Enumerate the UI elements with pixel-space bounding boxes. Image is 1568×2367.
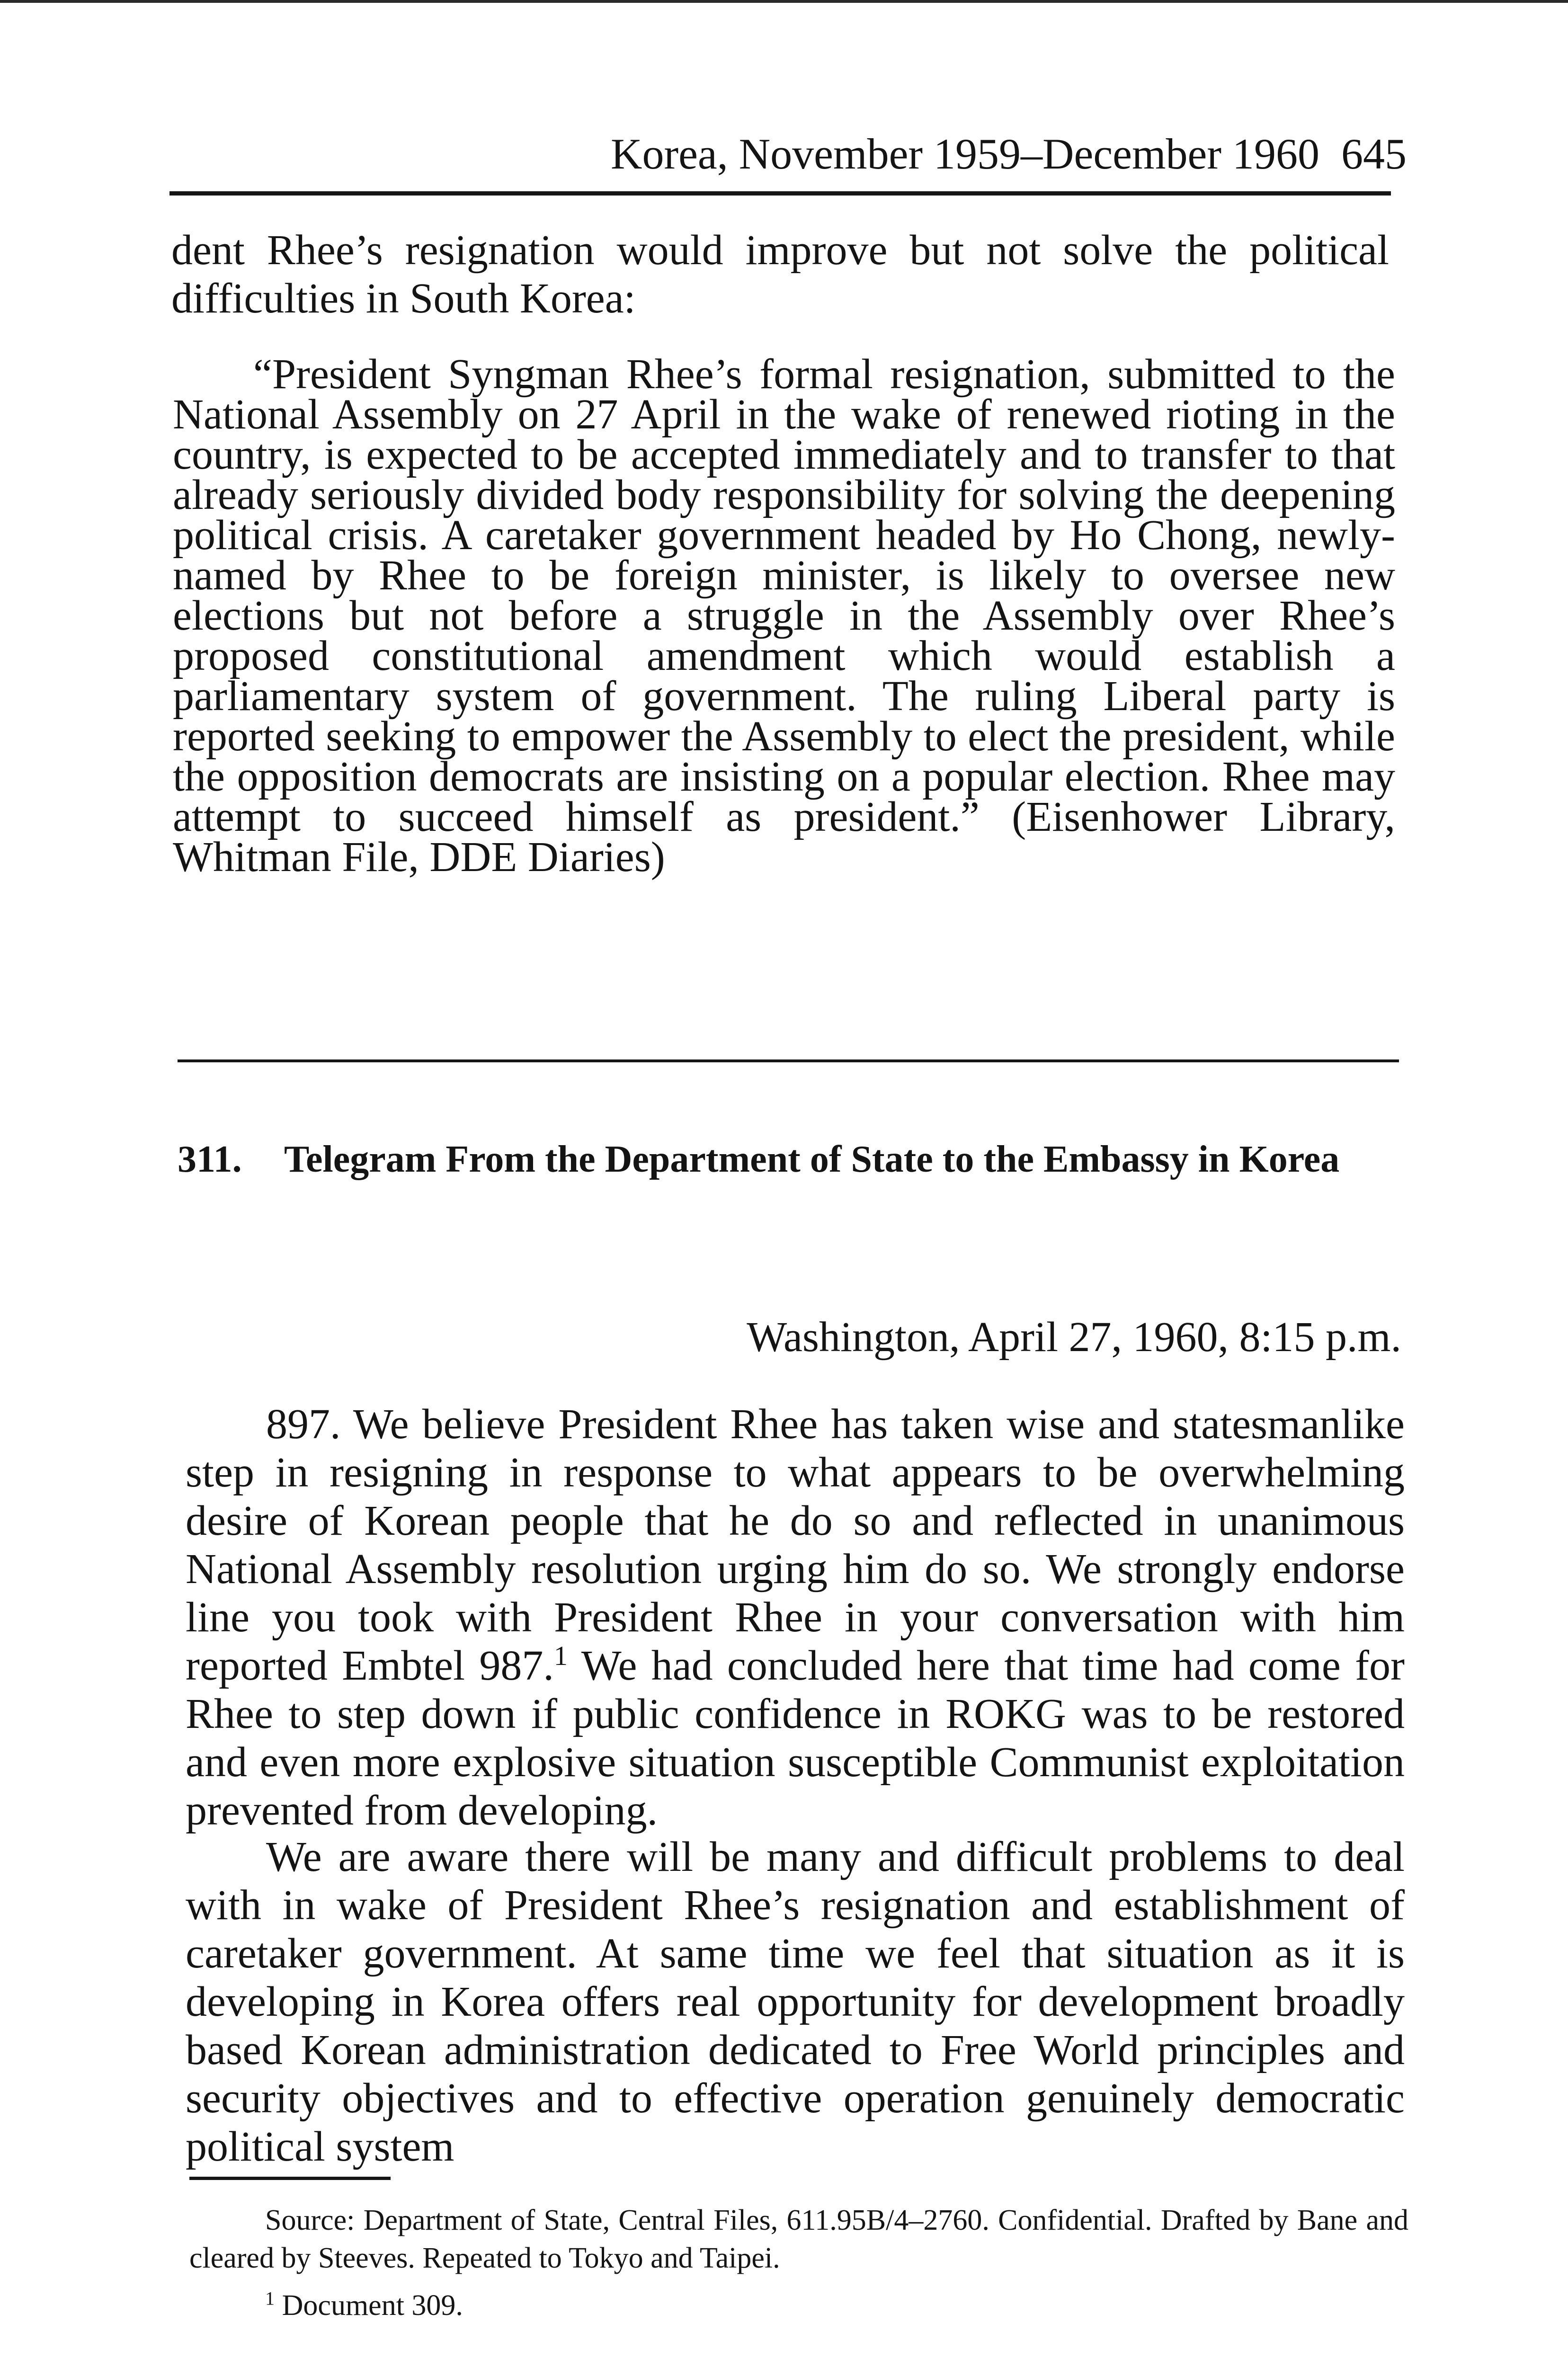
source-note: Source: Department of State, Central Files, 611.95B/4–2760. Confidential. Drafted by Bane and cleared by Steeves. Repeated to Tokyo and Taipei.	[189, 2204, 1408, 2274]
footnote-marker: 1	[265, 2287, 275, 2309]
continued-paragraph: dent Rhee’s resignation would improve but not solve the political difficulties in South Korea:	[171, 227, 1389, 322]
running-head	[611, 128, 1407, 180]
body-paragraph	[186, 1400, 1405, 1835]
body-paragraph-text: We had concluded here that time had come for Rhee to step down if public confidence in ROKG was to be restored and even more explosive situation susceptible Communist exploitation prevented from developing.	[186, 1642, 1405, 1834]
document-number: 311.	[178, 1139, 242, 1180]
footnote-text: Document 309.	[282, 2289, 463, 2322]
footnote-rule	[189, 2177, 391, 2180]
section-divider	[178, 1059, 1399, 1062]
footnote-1	[265, 2287, 1354, 2324]
dateline: Washington, April 27, 1960, 8:15 p.m.	[747, 1314, 1401, 1361]
header-rule	[169, 191, 1391, 196]
document-title: Telegram From the Department of State to the Embassy in Korea	[284, 1139, 1340, 1180]
running-title: Korea, November 1959–December 1960	[611, 130, 1320, 178]
body-paragraph: We are aware there will be many and difficult problems to deal with in wake of President Rhee’s resignation and establishment of caretaker government. At same time we feel that situation as it is developing in Korea offers real opportunity for development broadly based Korean administration dedicated to Free World principles and security objectives and to effective operation genuinely democratic political system	[186, 1833, 1405, 2170]
page-number: 645	[1341, 130, 1407, 178]
footnote-reference[interactable]: 1	[553, 1640, 568, 1671]
page-top-edge	[0, 0, 1568, 3]
body-paragraph-text: 897. We believe President Rhee has taken wise and statesmanlike step in resigning in response to what appears to be overwhelming desire of Korean people that he do so and reflected in unanimous National Assembly resolution urging him do so. We strongly endorse line you took with President Rhee in your conversation with him reported Embtel 987.	[186, 1401, 1405, 1689]
quoted-intelligence-summary: “President Syngman Rhee’s formal resignation, submitted to the National Assembly on 27 April in the wake of renewed rioting in the country, is expected to be accepted immediately and to transfer to that already seriously divided body responsibility for solving the deepening political crisis. A caretaker government headed by Ho Chong, newly-named by Rhee to be foreign minister, is likely to oversee new elections but not before a struggle in the Assembly over Rhee’s proposed constitutional amendment which would establish a parliamentary system of government. The ruling Liberal party is reported seeking to empower the Assembly to elect the president, while the opposition democrats are insisting on a popular election. Rhee may attempt to succeed himself as president.” (Eisenhower Library, Whitman File, DDE Diaries)	[173, 351, 1395, 881]
